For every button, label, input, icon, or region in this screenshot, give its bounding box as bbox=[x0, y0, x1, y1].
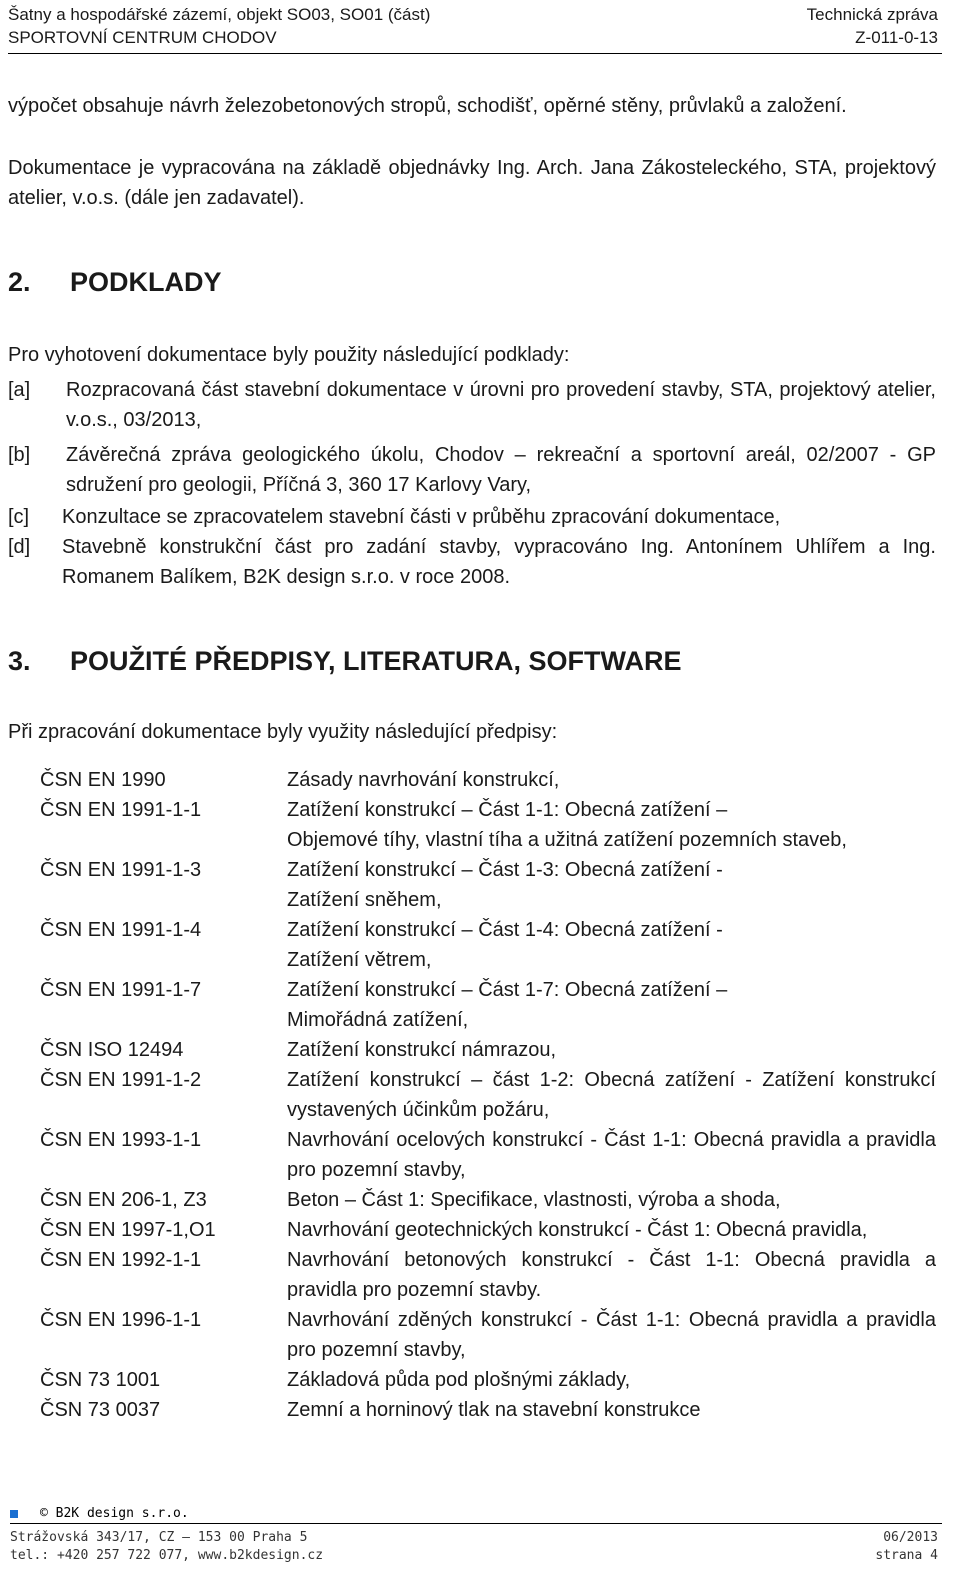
standard-row bbox=[40, 765, 936, 795]
intro-paragraph-2: Dokumentace je vypracována na základě objednávky Ing. Arch. Jana Zákosteleckého, STA, projektový atelier, v.o.s. (dále jen zadavatel). bbox=[8, 157, 936, 209]
footer-divider bbox=[10, 1523, 942, 1524]
standard-code: ČSN 73 0037 bbox=[40, 1399, 161, 1421]
reference-item bbox=[8, 440, 936, 500]
footer-copyright: © B2K design s.r.o. bbox=[40, 1506, 189, 1521]
standard-description-line: Zatížení sněhem, bbox=[287, 889, 442, 911]
standard-row bbox=[40, 975, 936, 1035]
standard-description: Navrhování betonových konstrukcí - Část 1-1: Obecná pravidla a pravidla pro pozemní stavby. bbox=[287, 1249, 936, 1301]
standard-description: Navrhování geotechnických konstrukcí - Část 1: Obecná pravidla, bbox=[287, 1219, 868, 1241]
reference-text: Konzultace se zpracovatelem stavební části v průběhu zpracování dokumentace, bbox=[62, 506, 781, 528]
standard-description-line: Mimořádná zatížení, bbox=[287, 1009, 469, 1031]
standard-code: ČSN EN 1997-1,O1 bbox=[40, 1219, 216, 1241]
standard-row bbox=[40, 915, 936, 975]
standard-code: ČSN EN 1991-1-3 bbox=[40, 859, 202, 881]
reference-text: Závěrečná zpráva geologického úkolu, Chodov – rekreační a sportovní areál, 02/2007 - GP sdružení pro geologii, Příčná 3, 360 17 Karlovy Vary, bbox=[66, 444, 936, 496]
standard-row bbox=[40, 855, 936, 915]
footer-contact: tel.: +420 257 722 077, www.b2kdesign.cz bbox=[10, 1548, 324, 1563]
standard-description: Základová půda pod plošnými základy, bbox=[287, 1369, 631, 1391]
standard-code: ČSN EN 1991-1-1 bbox=[40, 799, 202, 821]
reference-item bbox=[8, 375, 936, 435]
section-3-heading bbox=[8, 646, 682, 677]
standard-row bbox=[40, 1365, 936, 1395]
standard-row bbox=[40, 1215, 936, 1245]
section-3-lead: Při zpracování dokumentace byly využity následující předpisy: bbox=[8, 721, 558, 743]
intro-paragraph-1: výpočet obsahuje návrh železobetonových stropů, schodišť, opěrné stěny, průvlaků a založení. bbox=[8, 95, 847, 117]
standard-code: ČSN EN 206-1, Z3 bbox=[40, 1189, 207, 1211]
header-doc-number: Z-011-0-13 bbox=[855, 28, 938, 47]
standard-row bbox=[40, 1065, 936, 1125]
standard-code: ČSN ISO 12494 bbox=[40, 1039, 184, 1061]
standard-row bbox=[40, 1125, 936, 1185]
reference-tag: [b] bbox=[8, 444, 31, 466]
section-2-lead: Pro vyhotovení dokumentace byly použity následující podklady: bbox=[8, 344, 570, 366]
header-project-subtitle: SPORTOVNÍ CENTRUM CHODOV bbox=[8, 28, 277, 47]
standard-description: Navrhování zděných konstrukcí - Část 1-1: Obecná pravidla a pravidla pro pozemní stavby, bbox=[287, 1309, 936, 1361]
reference-tag: [c] bbox=[8, 506, 30, 528]
standards-list bbox=[40, 765, 936, 1425]
standard-description: Zásady navrhování konstrukcí, bbox=[287, 769, 560, 791]
standard-description: Zatížení konstrukcí námrazou, bbox=[287, 1039, 557, 1061]
standard-row bbox=[40, 1305, 936, 1365]
footer-date: 06/2013 bbox=[883, 1530, 938, 1545]
reference-item bbox=[8, 532, 936, 592]
header-project-title: Šatny a hospodářské zázemí, objekt SO03, SO01 (část) bbox=[8, 5, 431, 24]
standard-description: Zemní a horninový tlak na stavební konstrukce bbox=[287, 1399, 701, 1421]
header-right bbox=[807, 3, 938, 49]
standard-code: ČSN EN 1993-1-1 bbox=[40, 1129, 202, 1151]
standard-description bbox=[287, 795, 936, 855]
standard-description bbox=[287, 855, 936, 915]
standard-description-line: Zatížení konstrukcí – Část 1-7: Obecná zatížení – bbox=[287, 979, 728, 1001]
standard-description: Navrhování ocelových konstrukcí - Část 1-1: Obecná pravidla a pravidla pro pozemní stavby, bbox=[287, 1129, 936, 1181]
section-2-number: 2. bbox=[8, 267, 31, 297]
standard-code: ČSN EN 1996-1-1 bbox=[40, 1309, 202, 1331]
reference-tag: [a] bbox=[8, 379, 31, 401]
header-divider bbox=[8, 53, 942, 54]
standard-code: ČSN EN 1992-1-1 bbox=[40, 1249, 202, 1271]
standard-row bbox=[40, 1035, 936, 1065]
reference-tag: [d] bbox=[8, 536, 31, 558]
standard-code: ČSN EN 1991-1-4 bbox=[40, 919, 202, 941]
standard-code: ČSN EN 1990 bbox=[40, 769, 166, 791]
standard-row bbox=[40, 1185, 936, 1215]
standard-description bbox=[287, 915, 936, 975]
standard-description bbox=[287, 975, 936, 1035]
section-2-title: PODKLADY bbox=[70, 267, 222, 297]
section-2-heading bbox=[8, 267, 222, 298]
standard-row bbox=[40, 1245, 936, 1305]
footer-page-number: strana 4 bbox=[875, 1548, 938, 1563]
standard-description-line: Zatížení konstrukcí – Část 1-1: Obecná zatížení – bbox=[287, 799, 728, 821]
standard-description-line: Objemové tíhy, vlastní tíha a užitná zatížení pozemních staveb, bbox=[287, 829, 847, 851]
section-3-title: POUŽITÉ PŘEDPISY, LITERATURA, SOFTWARE bbox=[70, 646, 682, 676]
reference-text: Stavebně konstrukční část pro zadání stavby, vypracováno Ing. Antonínem Uhlířem a Ing. Romanem Balíkem, B2K design s.r.o. v roce 2008. bbox=[62, 536, 936, 588]
header-doc-type: Technická zpráva bbox=[806, 5, 938, 24]
company-logo-square-icon bbox=[10, 1510, 18, 1518]
standard-description-line: Zatížení konstrukcí – Část 1-4: Obecná zatížení - bbox=[287, 919, 723, 941]
standard-row bbox=[40, 795, 936, 855]
standard-description-line: Zatížení větrem, bbox=[287, 949, 432, 971]
standard-description-line: Zatížení konstrukcí – Část 1-3: Obecná zatížení - bbox=[287, 859, 723, 881]
reference-text: Rozpracovaná část stavební dokumentace v úrovni pro provedení stavby, STA, projektový atelier, v.o.s., 03/2013, bbox=[66, 379, 936, 431]
reference-item bbox=[8, 502, 936, 532]
standard-code: ČSN EN 1991-1-2 bbox=[40, 1069, 202, 1091]
standard-description: Beton – Část 1: Specifikace, vlastnosti, výroba a shoda, bbox=[287, 1189, 781, 1211]
standard-code: ČSN 73 1001 bbox=[40, 1369, 161, 1391]
standard-row bbox=[40, 1395, 936, 1425]
standard-description: Zatížení konstrukcí – část 1-2: Obecná zatížení - Zatížení konstrukcí vystavených účinkům požáru, bbox=[287, 1069, 936, 1121]
footer-address: Strážovská 343/17, CZ – 153 00 Praha 5 bbox=[10, 1530, 308, 1545]
section-3-number: 3. bbox=[8, 646, 31, 676]
header-left bbox=[8, 3, 430, 49]
standard-code: ČSN EN 1991-1-7 bbox=[40, 979, 202, 1001]
